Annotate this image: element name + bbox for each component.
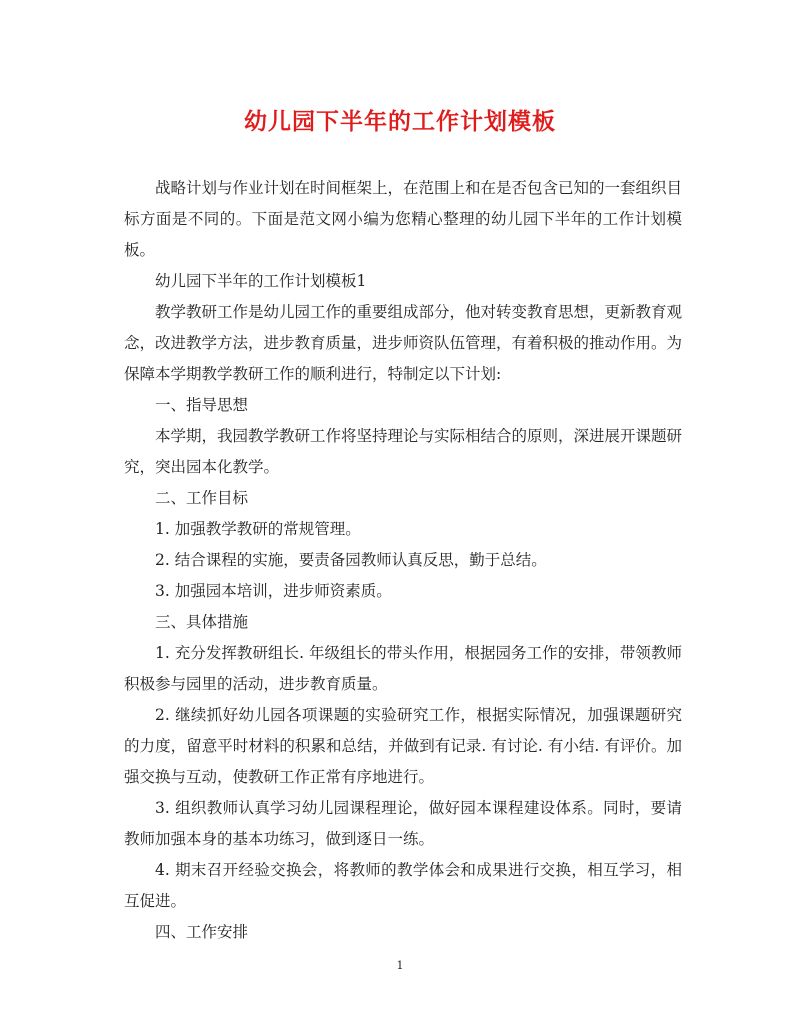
intro-paragraph: 战略计划与作业计划在时间框架上，在范围上和在是否包含已知的一套组织目标方面是不同的。下面是范文网小编为您精心整理的幼儿园下半年的工作计划模板。 bbox=[124, 179, 683, 259]
body-paragraph: 本学期，我园教学教研工作将坚持理论与实际相结合的原则，深进展开课题研究，突出园本化教学。 bbox=[124, 427, 683, 476]
section-heading-work-arrangement: 四、工作安排 bbox=[155, 923, 249, 941]
list-item: 2. 继续抓好幼儿园各项课题的实验研究工作，根据实际情况，加强课题研究的力度，留意平时材料的积累和总结，并做到有记录. 有讨论. 有小结. 有评价。加强交换与互动，使教研工作正常有序地进行。 bbox=[124, 706, 682, 786]
section-heading-guiding-ideology: 一、指导思想 bbox=[155, 396, 249, 414]
document-body bbox=[124, 173, 682, 948]
page-title: 幼儿园下半年的工作计划模板 bbox=[244, 108, 556, 135]
list-item: 3. 加强园本培训，进步师资素质。 bbox=[155, 582, 392, 600]
list-item: 1. 充分发挥教研组长. 年级组长的带头作用，根据园务工作的安排，带领教师积极参与园里的活动，进步教育质量。 bbox=[124, 644, 682, 693]
section-heading-specific-measures: 三、具体措施 bbox=[155, 613, 249, 631]
list-item: 1. 加强教学教研的常规管理。 bbox=[155, 520, 361, 538]
section-heading-work-goals: 二、工作目标 bbox=[155, 489, 249, 507]
list-item: 2. 结合课程的实施，要责备园教师认真反思，勤于总结。 bbox=[155, 551, 547, 569]
page-number: 1 bbox=[396, 959, 404, 972]
section-heading-template-1: 幼儿园下半年的工作计划模板1 bbox=[155, 272, 367, 290]
list-item: 3. 组织教师认真学习幼儿园课程理论，做好园本课程建设体系。同时，要请教师加强本身的基本功练习，做到逐日一练。 bbox=[124, 799, 682, 848]
list-item: 4. 期末召开经验交换会，将教师的教学体会和成果进行交换，相互学习，相互促进。 bbox=[124, 861, 682, 910]
body-paragraph: 教学教研工作是幼儿园工作的重要组成部分，他对转变教育思想，更新教育观念，改进教学方法，进步教育质量，进步师资队伍管理，有着积极的推动作用。为保障本学期教学教研工作的顺利进行，特制定以下计划: bbox=[124, 303, 683, 383]
